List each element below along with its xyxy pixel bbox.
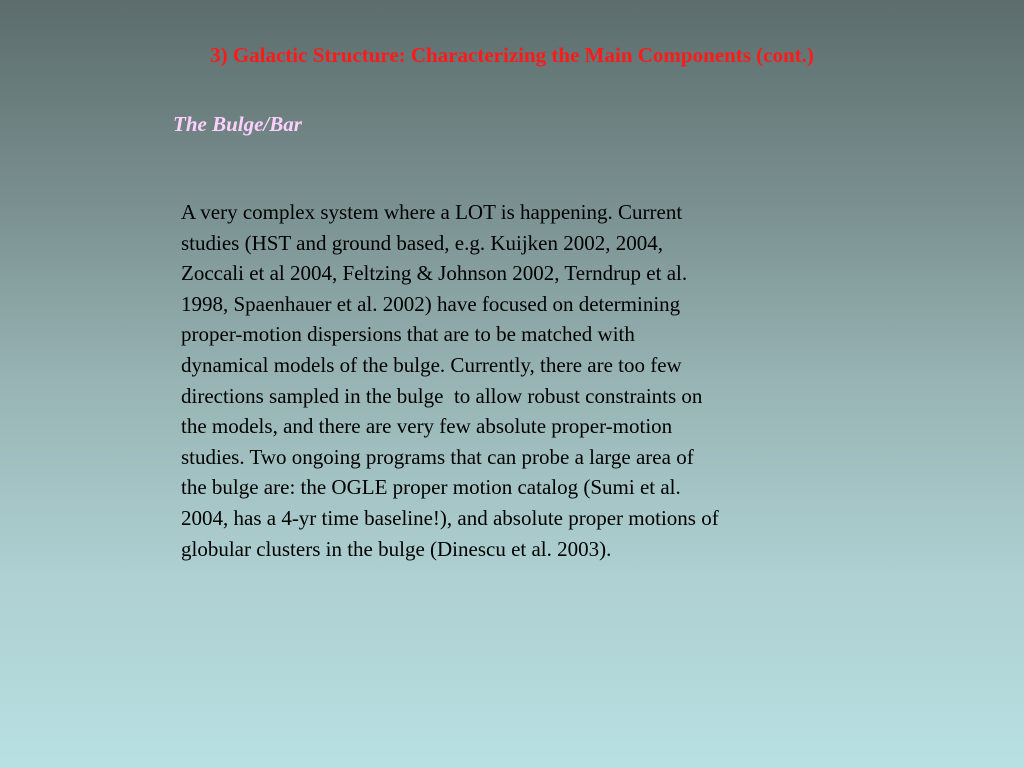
body-line: studies. Two ongoing programs that can probe a large area of	[181, 444, 694, 469]
body-line: the bulge are: the OGLE proper motion catalog (Sumi et al.	[181, 475, 681, 500]
body-paragraph	[181, 197, 861, 564]
body-line: dynamical models of the bulge. Currently, there are too few	[181, 352, 682, 377]
slide-title: 3) Galactic Structure: Characterizing the Main Components (cont.)	[210, 43, 814, 67]
body-line: proper-motion dispersions that are to be matched with	[181, 322, 635, 347]
body-line: directions sampled in the bulge to allow robust constraints on	[181, 383, 703, 408]
body-line: 1998, Spaenhauer et al. 2002) have focused on determining	[181, 291, 681, 316]
body-line: 2004, has a 4-yr time baseline!), and absolute proper motions of	[181, 505, 719, 530]
body-line: A very complex system where a LOT is happening. Current	[181, 200, 683, 224]
body-line: globular clusters in the bulge (Dinescu et al. 2003).	[181, 536, 612, 561]
body-line: Zoccali et al 2004, Feltzing & Johnson 2002, Terndrup et al.	[181, 261, 688, 286]
body-line: studies (HST and ground based, e.g. Kuijken 2002, 2004,	[181, 230, 663, 255]
body-line: the models, and there are very few absolute proper-motion	[181, 414, 673, 439]
section-heading: The Bulge/Bar	[173, 112, 302, 136]
